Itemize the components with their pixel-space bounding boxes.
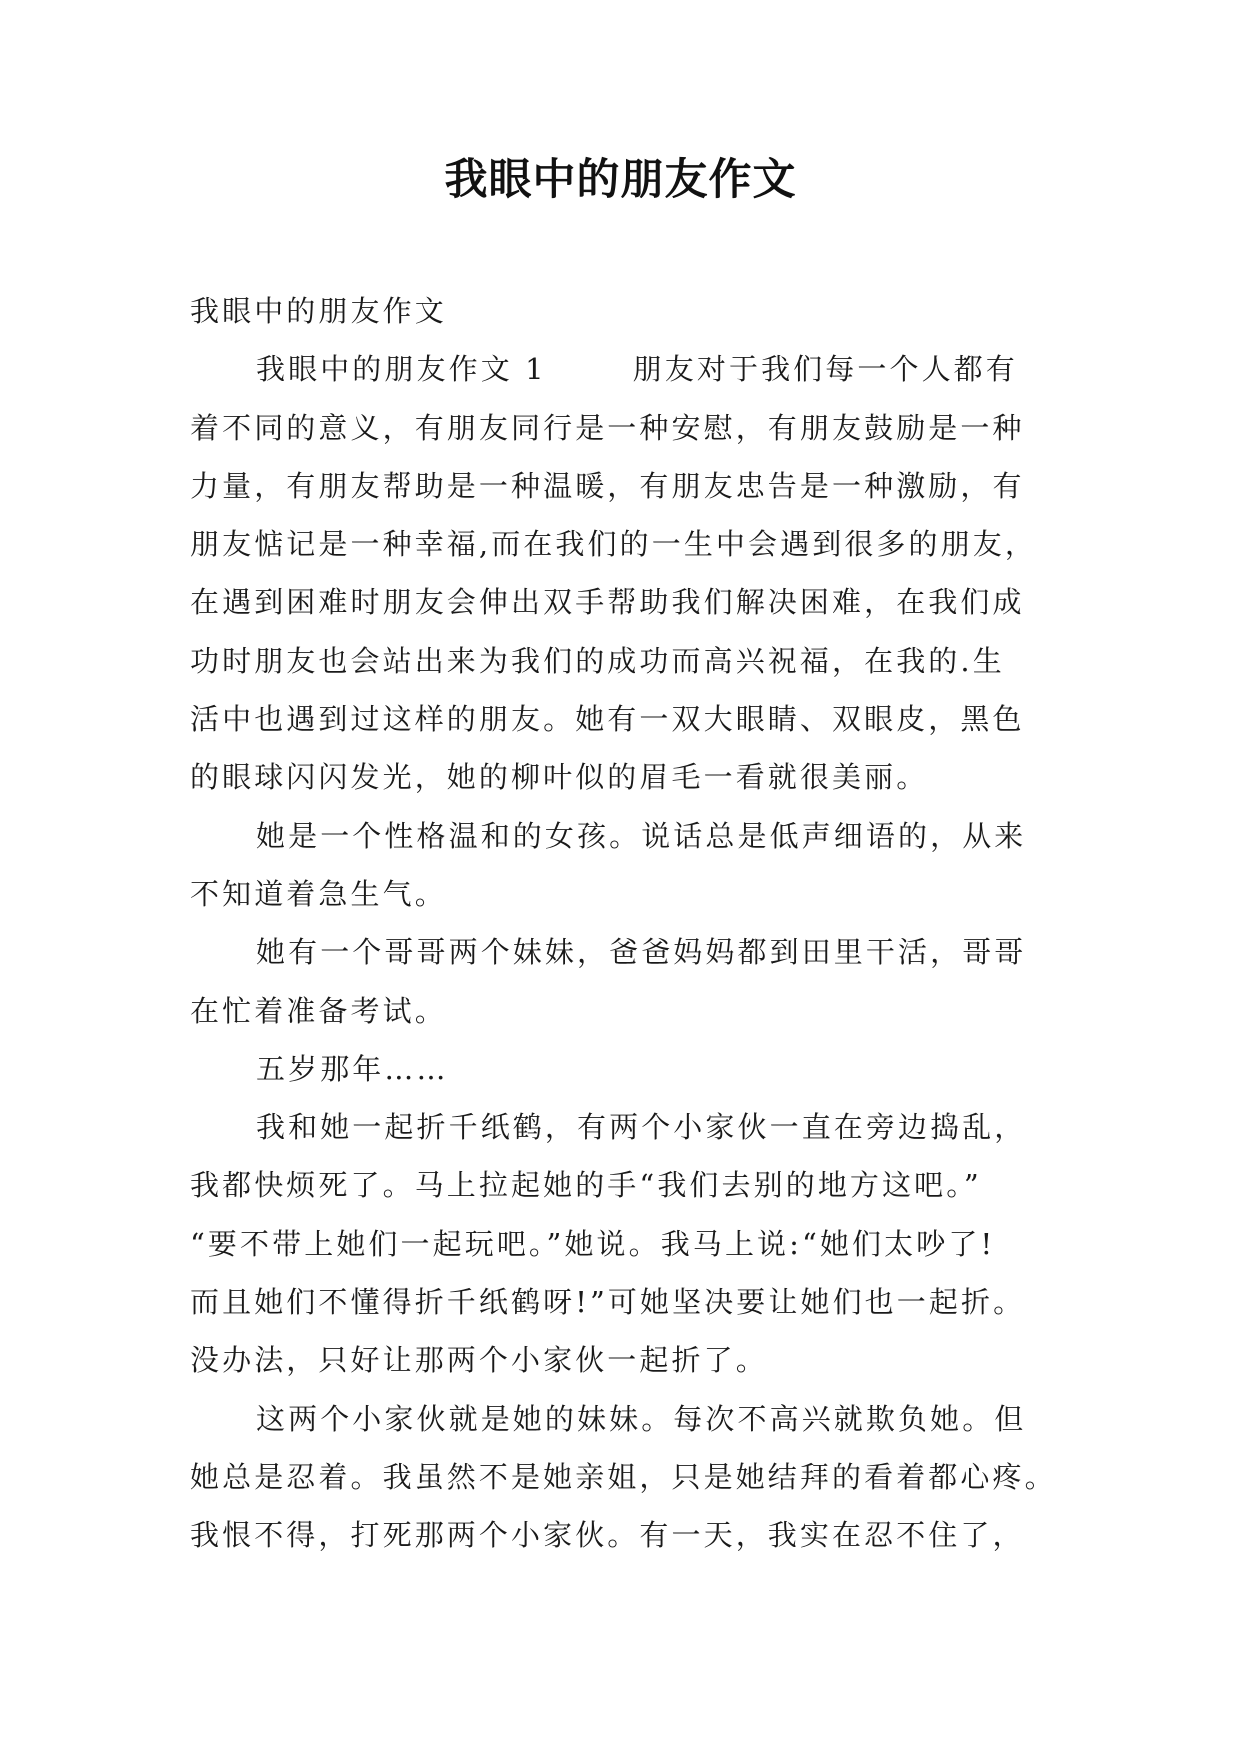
text-line: 朋友惦记是一种幸福,而在我们的一生中会遇到很多的朋友， bbox=[190, 527, 1037, 562]
text-line: “要不带上她们一起玩吧。”她说。我马上说:“她们太吵了! bbox=[190, 1226, 996, 1261]
text-line: 五岁那年…… bbox=[256, 1051, 449, 1086]
text-line: 我眼中的朋友作文 bbox=[190, 294, 447, 328]
text-line: 在忙着准备考试。 bbox=[190, 993, 447, 1028]
text-line: 活中也遇到过这样的朋友。她有一双大眼睛、双眼皮，黑色 bbox=[190, 702, 1025, 737]
text-line: 在遇到困难时朋友会伸出双手帮助我们解决困难，在我们成 bbox=[190, 585, 1025, 620]
text-fragment: 朋友对于我们每一个人都有 bbox=[632, 352, 1018, 387]
text-line: 而且她们不懂得折千纸鹤呀!”可她坚决要让她们也一起折。 bbox=[190, 1285, 1026, 1320]
text-line: 我恨不得，打死那两个小家伙。有一天，我实在忍不住了， bbox=[190, 1518, 1025, 1553]
text-line: 力量，有朋友帮助是一种温暖，有朋友忠告是一种激励，有 bbox=[190, 468, 1025, 503]
text-line: 她有一个哥哥两个妹妹，爸爸妈妈都到田里干活，哥哥 bbox=[256, 935, 1027, 970]
text-line: 着不同的意义，有朋友同行是一种安慰，有朋友鼓励是一种 bbox=[190, 410, 1025, 445]
text-line bbox=[190, 340, 1070, 398]
text-line: 她总是忍着。我虽然不是她亲姐，只是她结拜的看着都心疼。 bbox=[190, 1459, 1057, 1494]
text-line: 功时朋友也会站出来为我们的成功而高兴祝福，在我的.生 bbox=[190, 643, 1005, 678]
text-line: 没办法，只好让那两个小家伙一起折了。 bbox=[190, 1343, 768, 1378]
text-line: 的眼球闪闪发光，她的柳叶似的眉毛一看就很美丽。 bbox=[190, 760, 929, 795]
text-line: 这两个小家伙就是她的妹妹。每次不高兴就欺负她。但 bbox=[256, 1401, 1027, 1436]
text-line: 她是一个性格温和的女孩。说话总是低声细语的，从来 bbox=[256, 818, 1027, 853]
text-line: 我和她一起折千纸鹤，有两个小家伙一直在旁边捣乱， bbox=[256, 1110, 1027, 1145]
section-heading: 我眼中的朋友作文 1 bbox=[256, 352, 547, 387]
text-line: 不知道着急生气。 bbox=[190, 876, 447, 911]
document-title: 我眼中的朋友作文 bbox=[444, 155, 797, 205]
document-body bbox=[190, 282, 1070, 1565]
text-line: 我都快烦死了。马上拉起她的手“我们去别的地方这吧。” bbox=[190, 1168, 982, 1203]
